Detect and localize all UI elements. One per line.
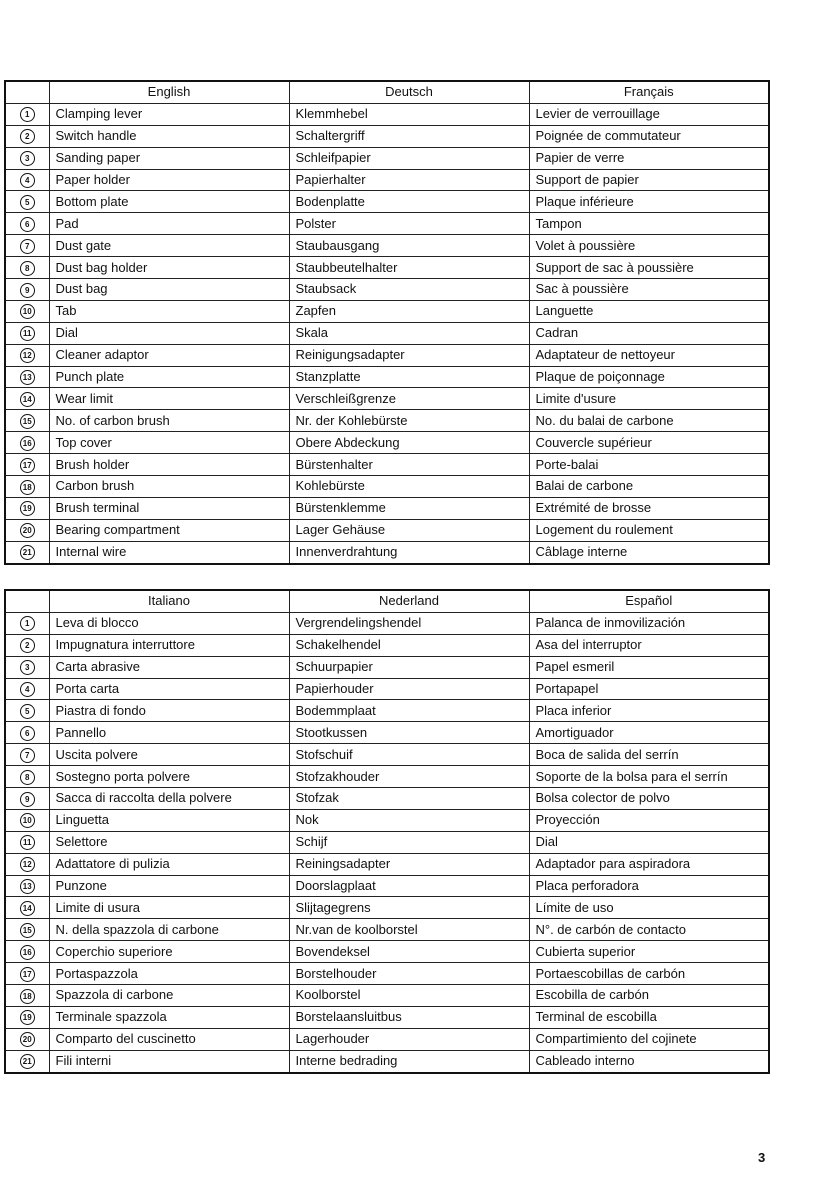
table-row: [5, 454, 769, 476]
term-col-2: Koolborstel: [289, 985, 529, 1007]
circled-number: 20: [20, 1032, 35, 1047]
term-col-2: Schuurpapier: [289, 656, 529, 678]
term-col-2: Doorslagplaat: [289, 875, 529, 897]
table-row: [5, 322, 769, 344]
term-col-1: Dust bag holder: [49, 257, 289, 279]
item-number-cell: [5, 941, 49, 963]
term-col-1: Selettore: [49, 831, 289, 853]
term-col-1: No. of carbon brush: [49, 410, 289, 432]
circled-number: 16: [20, 945, 35, 960]
term-col-3: No. du balai de carbone: [529, 410, 769, 432]
term-col-2: Bovendeksel: [289, 941, 529, 963]
circled-number: 7: [20, 239, 35, 254]
header-espanol: Español: [529, 590, 769, 612]
term-col-2: Reiningsadapter: [289, 853, 529, 875]
term-col-1: Internal wire: [49, 541, 289, 563]
table-row: [5, 700, 769, 722]
item-number-cell: [5, 519, 49, 541]
table-row: [5, 191, 769, 213]
circled-number: 21: [20, 1054, 35, 1069]
term-col-1: Carta abrasive: [49, 656, 289, 678]
circled-number: 10: [20, 813, 35, 828]
item-number-cell: [5, 147, 49, 169]
item-number-cell: [5, 809, 49, 831]
item-number-cell: [5, 322, 49, 344]
header-francais: Français: [529, 81, 769, 103]
table-row: [5, 985, 769, 1007]
table-row: [5, 963, 769, 985]
table-row: [5, 541, 769, 563]
term-col-2: Stanzplatte: [289, 366, 529, 388]
term-col-3: Support de sac à poussière: [529, 257, 769, 279]
term-col-3: Terminal de escobilla: [529, 1006, 769, 1028]
term-col-1: Dust gate: [49, 235, 289, 257]
term-col-1: Tab: [49, 300, 289, 322]
term-col-2: Zapfen: [289, 300, 529, 322]
term-col-3: Adaptateur de nettoyeur: [529, 344, 769, 366]
table-row: [5, 656, 769, 678]
term-col-3: Amortiguador: [529, 722, 769, 744]
item-number-cell: [5, 963, 49, 985]
term-col-3: Volet à poussière: [529, 235, 769, 257]
table-row: [5, 941, 769, 963]
header-english: English: [49, 81, 289, 103]
term-col-1: Portaspazzola: [49, 963, 289, 985]
term-col-1: Fili interni: [49, 1050, 289, 1072]
term-col-2: Staubausgang: [289, 235, 529, 257]
circled-number: 3: [20, 151, 35, 166]
term-col-2: Borstelhouder: [289, 963, 529, 985]
term-col-3: Couvercle supérieur: [529, 432, 769, 454]
table-row: [5, 257, 769, 279]
item-number-cell: [5, 344, 49, 366]
term-col-1: Wear limit: [49, 388, 289, 410]
term-col-2: Stofzakhouder: [289, 766, 529, 788]
term-col-1: Comparto del cuscinetto: [49, 1028, 289, 1050]
table-row: [5, 788, 769, 810]
term-col-3: Porte-balai: [529, 454, 769, 476]
table-row: [5, 722, 769, 744]
term-col-1: Punzone: [49, 875, 289, 897]
item-number-cell: [5, 853, 49, 875]
term-col-2: Papierhouder: [289, 678, 529, 700]
term-col-1: Leva di blocco: [49, 612, 289, 634]
circled-number: 19: [20, 1010, 35, 1025]
term-col-1: Spazzola di carbone: [49, 985, 289, 1007]
circled-number: 4: [20, 682, 35, 697]
table-row: [5, 169, 769, 191]
term-col-2: Schijf: [289, 831, 529, 853]
item-number-cell: [5, 788, 49, 810]
circled-number: 18: [20, 480, 35, 495]
term-col-1: Dial: [49, 322, 289, 344]
circled-number: 4: [20, 173, 35, 188]
term-col-1: Pannello: [49, 722, 289, 744]
term-col-2: Nok: [289, 809, 529, 831]
term-col-3: N°. de carbón de contacto: [529, 919, 769, 941]
circled-number: 9: [20, 792, 35, 807]
term-col-1: Brush terminal: [49, 497, 289, 519]
term-col-2: Borstelaansluitbus: [289, 1006, 529, 1028]
term-col-3: Papel esmeril: [529, 656, 769, 678]
term-col-2: Reinigungsadapter: [289, 344, 529, 366]
term-col-3: Boca de salida del serrín: [529, 744, 769, 766]
term-col-1: Top cover: [49, 432, 289, 454]
item-number-cell: [5, 1028, 49, 1050]
term-col-1: Piastra di fondo: [49, 700, 289, 722]
circled-number: 2: [20, 638, 35, 653]
item-number-cell: [5, 300, 49, 322]
item-number-cell: [5, 366, 49, 388]
term-col-2: Stootkussen: [289, 722, 529, 744]
term-col-2: Stofschuif: [289, 744, 529, 766]
item-number-cell: [5, 125, 49, 147]
term-col-2: Nr. der Kohlebürste: [289, 410, 529, 432]
item-number-cell: [5, 1006, 49, 1028]
table-row: [5, 213, 769, 235]
term-col-1: Uscita polvere: [49, 744, 289, 766]
table-row: [5, 344, 769, 366]
table-row: [5, 388, 769, 410]
circled-number: 15: [20, 923, 35, 938]
table-row: [5, 476, 769, 498]
item-number-cell: [5, 612, 49, 634]
circled-number: 11: [20, 326, 35, 341]
term-col-2: Schaltergriff: [289, 125, 529, 147]
item-number-cell: [5, 744, 49, 766]
term-col-1: Adattatore di pulizia: [49, 853, 289, 875]
item-number-cell: [5, 700, 49, 722]
term-col-3: Cubierta superior: [529, 941, 769, 963]
item-number-cell: [5, 257, 49, 279]
table-row: [5, 766, 769, 788]
term-col-2: Slijtagegrens: [289, 897, 529, 919]
table-row: [5, 125, 769, 147]
term-col-2: Innenverdrahtung: [289, 541, 529, 563]
term-col-3: Limite d'usure: [529, 388, 769, 410]
table-header-row: [5, 590, 769, 612]
header-number: [5, 590, 49, 612]
circled-number: 8: [20, 261, 35, 276]
item-number-cell: [5, 103, 49, 125]
term-col-3: Tampon: [529, 213, 769, 235]
item-number-cell: [5, 169, 49, 191]
table-header-row: [5, 81, 769, 103]
circled-number: 2: [20, 129, 35, 144]
circled-number: 6: [20, 217, 35, 232]
term-col-3: Extrémité de brosse: [529, 497, 769, 519]
term-col-1: Sanding paper: [49, 147, 289, 169]
item-number-cell: [5, 279, 49, 301]
term-col-3: Asa del interruptor: [529, 634, 769, 656]
term-col-3: Portapapel: [529, 678, 769, 700]
term-col-3: Poignée de commutateur: [529, 125, 769, 147]
table-row: [5, 875, 769, 897]
table-row: [5, 744, 769, 766]
term-col-1: Sacca di raccolta della polvere: [49, 788, 289, 810]
term-col-1: Limite di usura: [49, 897, 289, 919]
term-col-1: Porta carta: [49, 678, 289, 700]
term-col-2: Obere Abdeckung: [289, 432, 529, 454]
term-col-1: Coperchio superiore: [49, 941, 289, 963]
term-col-1: Cleaner adaptor: [49, 344, 289, 366]
term-col-3: Soporte de la bolsa para el serrín: [529, 766, 769, 788]
item-number-cell: [5, 388, 49, 410]
term-col-2: Bodenplatte: [289, 191, 529, 213]
term-col-2: Lagerhouder: [289, 1028, 529, 1050]
term-col-2: Stofzak: [289, 788, 529, 810]
term-col-1: Dust bag: [49, 279, 289, 301]
header-number: [5, 81, 49, 103]
circled-number: 17: [20, 458, 35, 473]
item-number-cell: [5, 656, 49, 678]
term-col-3: Balai de carbone: [529, 476, 769, 498]
item-number-cell: [5, 1050, 49, 1072]
item-number-cell: [5, 541, 49, 563]
item-number-cell: [5, 476, 49, 498]
parts-table-it-nl-es: [4, 589, 770, 1074]
term-col-3: Câblage interne: [529, 541, 769, 563]
term-col-3: Compartimiento del cojinete: [529, 1028, 769, 1050]
term-col-3: Portaescobillas de carbón: [529, 963, 769, 985]
table-row: [5, 612, 769, 634]
circled-number: 11: [20, 835, 35, 850]
term-col-2: Verschleißgrenze: [289, 388, 529, 410]
table-row: [5, 1028, 769, 1050]
term-col-3: Languette: [529, 300, 769, 322]
circled-number: 20: [20, 523, 35, 538]
circled-number: 5: [20, 704, 35, 719]
circled-number: 12: [20, 857, 35, 872]
item-number-cell: [5, 678, 49, 700]
term-col-3: Adaptador para aspiradora: [529, 853, 769, 875]
term-col-2: Klemmhebel: [289, 103, 529, 125]
term-col-3: Escobilla de carbón: [529, 985, 769, 1007]
term-col-2: Bodemmplaat: [289, 700, 529, 722]
circled-number: 10: [20, 304, 35, 319]
term-col-2: Skala: [289, 322, 529, 344]
term-col-1: Impugnatura interruttore: [49, 634, 289, 656]
term-col-1: Paper holder: [49, 169, 289, 191]
term-col-1: Carbon brush: [49, 476, 289, 498]
circled-number: 6: [20, 726, 35, 741]
table-row: [5, 853, 769, 875]
term-col-3: Logement du roulement: [529, 519, 769, 541]
term-col-1: Clamping lever: [49, 103, 289, 125]
item-number-cell: [5, 722, 49, 744]
table-row: [5, 831, 769, 853]
circled-number: 13: [20, 370, 35, 385]
item-number-cell: [5, 766, 49, 788]
term-col-3: Palanca de inmovilización: [529, 612, 769, 634]
term-col-2: Polster: [289, 213, 529, 235]
table-row: [5, 634, 769, 656]
table-row: [5, 432, 769, 454]
term-col-3: Sac à poussière: [529, 279, 769, 301]
term-col-1: Switch handle: [49, 125, 289, 147]
term-col-3: Cadran: [529, 322, 769, 344]
term-col-1: N. della spazzola di carbone: [49, 919, 289, 941]
circled-number: 1: [20, 616, 35, 631]
table-row: [5, 147, 769, 169]
term-col-2: Lager Gehäuse: [289, 519, 529, 541]
term-col-3: Dial: [529, 831, 769, 853]
circled-number: 18: [20, 989, 35, 1004]
term-col-1: Bottom plate: [49, 191, 289, 213]
table-row: [5, 366, 769, 388]
circled-number: 8: [20, 770, 35, 785]
term-col-2: Schakelhendel: [289, 634, 529, 656]
table-row: [5, 678, 769, 700]
term-col-3: Papier de verre: [529, 147, 769, 169]
circled-number: 7: [20, 748, 35, 763]
item-number-cell: [5, 985, 49, 1007]
term-col-1: Terminale spazzola: [49, 1006, 289, 1028]
circled-number: 12: [20, 348, 35, 363]
table-row: [5, 809, 769, 831]
term-col-3: Levier de verrouillage: [529, 103, 769, 125]
item-number-cell: [5, 213, 49, 235]
table-row: [5, 103, 769, 125]
term-col-3: Placa perforadora: [529, 875, 769, 897]
term-col-2: Nr.van de koolborstel: [289, 919, 529, 941]
table-row: [5, 1050, 769, 1072]
circled-number: 14: [20, 392, 35, 407]
table-row: [5, 235, 769, 257]
table-row: [5, 1006, 769, 1028]
term-col-1: Sostegno porta polvere: [49, 766, 289, 788]
table-row: [5, 897, 769, 919]
term-col-3: Support de papier: [529, 169, 769, 191]
term-col-2: Staubsack: [289, 279, 529, 301]
term-col-2: Papierhalter: [289, 169, 529, 191]
term-col-1: Bearing compartment: [49, 519, 289, 541]
circled-number: 17: [20, 967, 35, 982]
circled-number: 5: [20, 195, 35, 210]
term-col-1: Punch plate: [49, 366, 289, 388]
parts-table-en-de-fr: [4, 80, 770, 565]
item-number-cell: [5, 191, 49, 213]
term-col-2: Schleifpapier: [289, 147, 529, 169]
item-number-cell: [5, 235, 49, 257]
page-number: 3: [758, 1150, 766, 1165]
term-col-1: Brush holder: [49, 454, 289, 476]
header-italiano: Italiano: [49, 590, 289, 612]
item-number-cell: [5, 497, 49, 519]
term-col-2: Kohlebürste: [289, 476, 529, 498]
circled-number: 1: [20, 107, 35, 122]
term-col-2: Staubbeutelhalter: [289, 257, 529, 279]
table-row: [5, 519, 769, 541]
term-col-2: Bürstenhalter: [289, 454, 529, 476]
item-number-cell: [5, 897, 49, 919]
term-col-2: Vergrendelingshendel: [289, 612, 529, 634]
item-number-cell: [5, 875, 49, 897]
circled-number: 21: [20, 545, 35, 560]
circled-number: 19: [20, 501, 35, 516]
term-col-3: Límite de uso: [529, 897, 769, 919]
term-col-3: Proyección: [529, 809, 769, 831]
header-nederland: Nederland: [289, 590, 529, 612]
circled-number: 9: [20, 283, 35, 298]
table-row: [5, 410, 769, 432]
item-number-cell: [5, 831, 49, 853]
item-number-cell: [5, 410, 49, 432]
term-col-3: Cableado interno: [529, 1050, 769, 1072]
circled-number: 15: [20, 414, 35, 429]
term-col-1: Pad: [49, 213, 289, 235]
header-deutsch: Deutsch: [289, 81, 529, 103]
term-col-1: Linguetta: [49, 809, 289, 831]
term-col-2: Interne bedrading: [289, 1050, 529, 1072]
term-col-3: Placa inferior: [529, 700, 769, 722]
term-col-3: Plaque inférieure: [529, 191, 769, 213]
item-number-cell: [5, 919, 49, 941]
table-row: [5, 497, 769, 519]
circled-number: 16: [20, 436, 35, 451]
term-col-2: Bürstenklemme: [289, 497, 529, 519]
circled-number: 3: [20, 660, 35, 675]
item-number-cell: [5, 634, 49, 656]
table-row: [5, 300, 769, 322]
item-number-cell: [5, 454, 49, 476]
table-row: [5, 279, 769, 301]
term-col-3: Plaque de poiçonnage: [529, 366, 769, 388]
circled-number: 13: [20, 879, 35, 894]
term-col-3: Bolsa colector de polvo: [529, 788, 769, 810]
circled-number: 14: [20, 901, 35, 916]
table-row: [5, 919, 769, 941]
item-number-cell: [5, 432, 49, 454]
